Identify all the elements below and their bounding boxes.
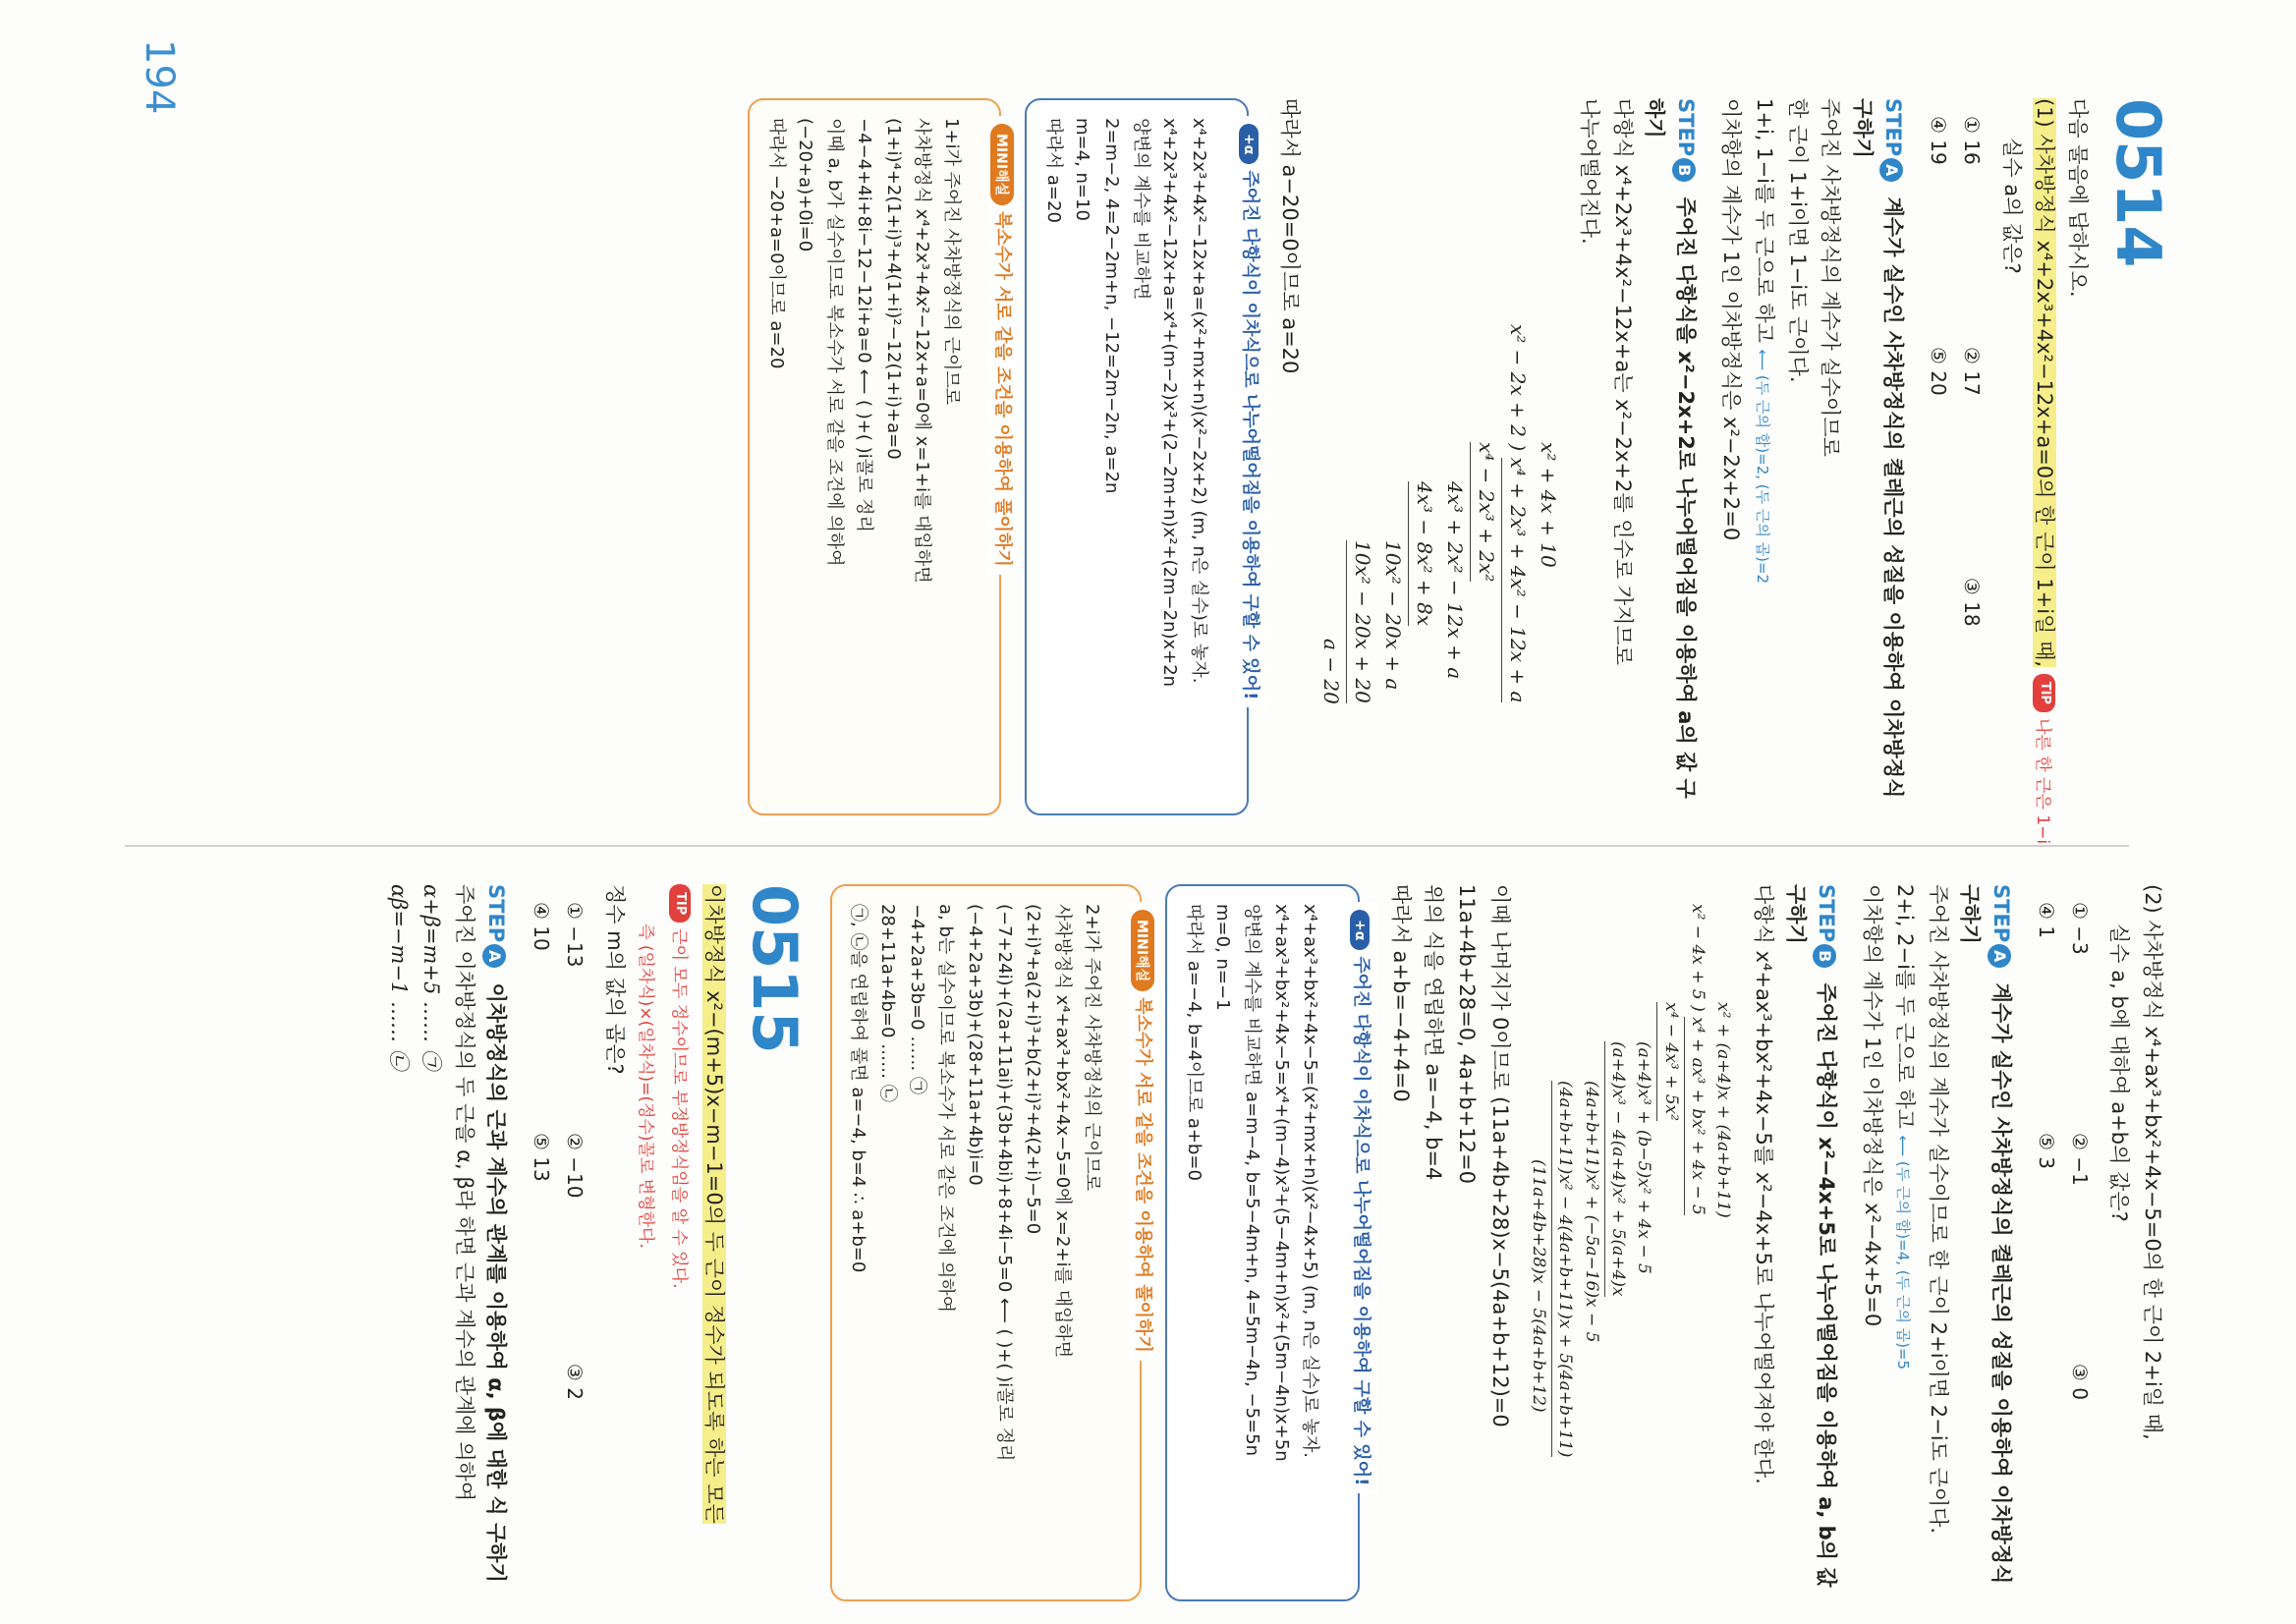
choice: ① 16 xyxy=(1960,116,1985,165)
mini-box-line: 2+i가 주어진 사차방정식의 근이므로 xyxy=(1081,904,1102,1192)
tip-text: 나른 한 근은 1−i xyxy=(2033,717,2053,845)
step-a-line: 이차항의 계수가 1인 이차방정식은 x²−2x+2=0 xyxy=(1719,98,1744,541)
problem-number-0515: 0515 xyxy=(738,884,811,1054)
problem-intro: 다음 물음에 답하시오. xyxy=(2066,98,2090,298)
after-line: 따라서 a+b=−4+4=0 xyxy=(1388,884,1413,1102)
choice: ③ 18 xyxy=(1960,577,1985,627)
division-row: a − 20 xyxy=(1318,639,1343,704)
step-a-title: 이차방정식의 근과 계수의 관계를 이용하여 α, β에 대한 식 구하기 xyxy=(484,982,509,1583)
step-a-heading xyxy=(1954,884,2016,1601)
choice: ① −13 xyxy=(563,902,588,968)
division-quotient: x² + (a+4)x + (4a+b+11) xyxy=(1713,1002,1734,1218)
mini-box-line: 따라서 −20+a=0이므로 a=20 xyxy=(765,118,787,369)
alpha-box-tag: +α주어진 다항식이 이차식으로 나누어떨어짐을 이용하여 구할 수 있어! xyxy=(1348,902,1377,1493)
alpha-box-line: x⁴+2x³+4x²−12x+a=x⁴+(m−2)x³+(2−2m+n)x²+(2m−2n)x+2n xyxy=(1159,118,1181,688)
alpha-box-tag: +α주어진 다항식이 이차식으로 나누어떨어짐을 이용하여 구할 수 있어! xyxy=(1237,116,1266,707)
step-a-badge: STEPA xyxy=(1989,884,2013,968)
tip-badge: TIP xyxy=(2033,674,2055,712)
division-row: (11a+4b+28)x − 5(4a+b+12) xyxy=(1529,1159,1549,1413)
step-a-title: 계수가 실수인 사차방정식의 켤레근의 성질을 이용하여 이차방정식 구하기 xyxy=(1850,98,1906,799)
problem-0515-tip2: 즉 (일차식)×(일차식)=(정수)꼴로 변형한다. xyxy=(636,924,656,1249)
division-row: x⁴ − 4x³ + 5x² xyxy=(1656,904,1683,1601)
step-a-note: ⟵ (두 근의 합)=4, (두 근의 곱)=5 xyxy=(1894,1135,1913,1371)
choice: ⑤ 3 xyxy=(2034,1132,2058,1169)
question-1-text2: 실수 a의 값은? xyxy=(1999,138,2024,274)
division-setup: x² − 4x + 5 ) x⁴ + ax³ + bx² + 4x − 5 xyxy=(1684,904,1710,1601)
after-line: 이때 나머지가 0이므로 (11a+4b+28)x−5(4a+b+12)=0 xyxy=(1487,884,1512,1428)
conclusion: 따라서 a−20=0이므로 a=20 xyxy=(1277,98,1302,374)
problem-0515-choices xyxy=(525,902,591,1601)
mini-box-line: (−20+a)+0i=0 xyxy=(795,118,816,252)
alpha-box-line: m=4, n=10 xyxy=(1072,118,1093,221)
step-a-line: α+β=m+5 …… ㉠ xyxy=(420,884,444,1070)
alpha-box-line: m=0, n=−1 xyxy=(1212,904,1234,1011)
step-a-line: αβ=−m−1 …… ㉡ xyxy=(386,884,411,1070)
after-line: 위의 식을 연립하면 a=−4, b=4 xyxy=(1422,884,1446,1181)
choice: ④ 10 xyxy=(530,902,554,951)
problem-0515-text2: 정수 m의 값의 곱은? xyxy=(602,884,627,1075)
mini-box xyxy=(830,884,1153,1601)
choice: ④ 1 xyxy=(2034,902,2058,939)
step-a-line: 1+i, 1−i를 두 근으로 하고 ⟵ (두 근의 합)=2, (두 근의 곱)=2 xyxy=(1753,98,1777,585)
mini-box-line: −4−4+4i+8i−12−12i+a=0 ⟵ ( )+( )i꼴로 정리 xyxy=(853,118,874,532)
choice: ② −10 xyxy=(563,1132,588,1199)
alpha-box xyxy=(1165,884,1372,1601)
step-a-line: 주어진 사차방정식의 계수가 실수이므로 xyxy=(1819,98,1843,457)
mini-box-line: 1+i가 주어진 사차방정식의 근이므로 xyxy=(940,118,962,406)
after-line: 11a+4b+28=0, 4a+b+12=0 xyxy=(1455,884,1480,1184)
alpha-box-line: 따라서 a=−4, b=4이므로 a+b=0 xyxy=(1183,904,1204,1181)
division-row: 4x³ + 2x² − 12x + a xyxy=(1442,481,1467,680)
alpha-box-line: 양변의 계수를 비교하면 a=m−4, b=5−4m+n, 4=5m−4n, −5=5n xyxy=(1241,904,1262,1457)
alpha-box-line: x⁴+ax³+bx²+4x−5=x⁴+(m−4)x³+(5−4m+n)x²+(5m−4n)x+5n xyxy=(1270,904,1292,1462)
division-row: (a+4)x³ + (b−5)x² + 4x − 5 xyxy=(1634,1041,1654,1274)
long-division xyxy=(1526,904,1737,1601)
alpha-box xyxy=(1025,98,1261,815)
division-row: (a+4)x³ − 4(a+4)x² + 5(a+4)x xyxy=(1604,904,1631,1601)
question-1-text xyxy=(2028,98,2061,845)
division-row: (4a+b+11)x² − 4(4a+b+11)x + 5(4a+b+11) xyxy=(1551,904,1578,1601)
choice: ③ 0 xyxy=(2067,1363,2092,1400)
step-a-title: 계수가 실수인 사차방정식의 켤레근의 성질을 이용하여 이차방정식 구하기 xyxy=(1958,884,2013,1585)
choice: ③ 2 xyxy=(563,1363,588,1400)
alpha-box-line: x⁴+ax³+bx²+4x−5=(x²+mx+n)(x²−4x+5) (m, n은 실수)로 놓자. xyxy=(1300,904,1321,1458)
step-b-heading xyxy=(1639,98,1701,815)
choice: ② −1 xyxy=(2067,1132,2092,1186)
step-b-line: 다항식 x⁴+ax³+bx²+4x−5를 x²−4x+5로 나누어떨어져야 한다. xyxy=(1752,884,1776,1484)
mini-box-line: (−7+24i)+(2a+11ai)+(3b+4bi)+8+4i−5=0 ⟵ ( )+( )i꼴로 정리 xyxy=(993,904,1015,1462)
page-number: 194 xyxy=(137,39,182,115)
division-row: 10x² − 20x + a xyxy=(1380,540,1405,691)
mini-box-line: 사차방정식 x⁴+2x³+4x²−12x+a=0에 x=1+i를 대입하면 xyxy=(912,118,933,584)
choice: ② 17 xyxy=(1960,346,1985,396)
mini-box-line: (1+i)⁴+2(1+i)³+4(1+i)²−12(1+i)+a=0 xyxy=(882,118,904,460)
question-1-stem: (1) 사차방정식 x⁴+2x³+4x²−12x+a=0의 한 근이 1+i일 때, xyxy=(2033,98,2057,668)
mini-box-line: 사차방정식 x⁴+ax³+bx²+4x−5=0에 x=2+i를 대입하면 xyxy=(1052,904,1074,1359)
column-0514-part1 xyxy=(748,98,2174,845)
problem-0515-tip: TIP근이 모두 정수이므로 부정방정식임을 알 수 있다. xyxy=(664,884,698,1601)
step-a-note: ⟵ (두 근의 합)=2, (두 근의 곱)=2 xyxy=(1754,349,1772,585)
question-2-text: (2) 사차방정식 x⁴+ax³+bx²+4x−5=0의 한 근이 2+i일 때, xyxy=(2141,884,2164,1440)
choice: ① −3 xyxy=(2067,902,2092,955)
mini-box-line: (2+i)⁴+a(2+i)³+b(2+i)²+4(2+i)−5=0 xyxy=(1023,904,1044,1235)
mini-box-tag: MINI해설복소수가 서로 같을 조건을 이용하여 풀이하기 xyxy=(988,116,1019,575)
step-b-title: 주어진 다항식이 x²−4x+5로 나누어떨어짐을 이용하여 a, b의 값 구하기 xyxy=(1783,884,1839,1588)
division-setup: x² − 2x + 2 ) x⁴ + 2x³ + 4x² − 12x + a xyxy=(1501,324,1533,815)
division-row: x⁴ − 2x³ + 2x² xyxy=(1470,324,1501,815)
mini-box-line: ㉠, ㉡을 연립하여 풀면 a=−4, b=4 ∴ a+b=0 xyxy=(848,904,869,1273)
question-2-choices xyxy=(2030,902,2097,1601)
step-a-badge: STEPA xyxy=(1881,98,1905,182)
step-a-heading xyxy=(480,884,512,1601)
mini-box-tag: MINI해설복소수가 서로 같을 조건을 이용하여 풀이하기 xyxy=(1129,902,1159,1361)
mini-box-line: a, b는 실수이므로 복소수가 서로 같은 조건에 의하여 xyxy=(935,904,957,1313)
step-a-line: 주어진 사차방정식의 계수가 실수이므로 한 근이 2+i이면 2−i도 근이다. xyxy=(1926,884,1950,1535)
division-quotient: x² + 4x + 10 xyxy=(1536,442,1560,568)
problem-0515-text: 이차방정식 x²−(m+5)x−m−1=0의 두 근이 정수가 되도록 하는 모든 xyxy=(701,884,726,1524)
division-row: 4x³ − 8x² + 8x xyxy=(1408,324,1439,815)
step-a-line: 주어진 이차방정식의 두 근을 α, β라 하면 근과 계수의 관계에 의하여 xyxy=(452,884,476,1502)
mini-box-line: 28+11a+4b=0 …… ㉡ xyxy=(877,904,899,1102)
problem-number-0514: 0514 xyxy=(2102,98,2174,268)
step-b-badge: STEPB xyxy=(1815,884,1838,968)
mini-box xyxy=(748,98,1013,815)
choice: ⑤ 13 xyxy=(530,1132,554,1182)
question-1-choices xyxy=(1922,116,1988,815)
choice: ④ 19 xyxy=(1927,116,1951,165)
step-b-badge: STEPB xyxy=(1674,98,1698,182)
alpha-box-line: 양변의 계수를 비교하면 xyxy=(1130,118,1151,301)
step-a-line: 2+i, 2−i를 두 근으로 하고 ⟵ (두 근의 합)=4, (두 근의 곱)=5 xyxy=(1893,884,1918,1371)
division-row: (4a+b+11)x² + (−5a−16)x − 5 xyxy=(1581,1081,1601,1343)
step-b-line: 나누어떨어진다. xyxy=(1578,98,1602,245)
mini-box-line: −4+2a+3b=0 …… ㉠ xyxy=(906,904,927,1095)
step-a-heading xyxy=(1846,98,1908,815)
step-b-line: 다항식 x⁴+2x³+4x²−12x+a는 x²−2x+2를 인수로 가지므로 xyxy=(1610,98,1635,665)
column-0514-part2-0515 xyxy=(381,884,2168,1601)
mini-box-line: (−4+2a+3b)+(28+11a+4b)i=0 xyxy=(965,904,986,1186)
mini-box-line: 이때 a, b가 실수이므로 복소수가 서로 같을 조건에 의하여 xyxy=(824,118,846,567)
division-row: 10x² − 20x + 20 xyxy=(1346,324,1377,815)
step-a-badge: STEPA xyxy=(484,884,508,968)
step-b-title: 주어진 다항식을 x²−2x+2로 나누어떨어짐을 이용하여 a의 값 구하기 xyxy=(1643,98,1698,799)
alpha-box-line: 2=m−2, 4=2−2m+n, −12=2m−2n, a=2n xyxy=(1101,118,1122,494)
alpha-box-line: x⁴+2x³+4x²−12x+a=(x²+mx+n)(x²−2x+2) (m, n은 실수)로 놓자. xyxy=(1189,118,1210,684)
step-a-line: 이차항의 계수가 1인 이차방정식은 x²−4x+5=0 xyxy=(1860,884,1884,1327)
step-a-line: 한 근이 1+i이면 1−i도 근이다. xyxy=(1785,98,1810,383)
alpha-box-line: 따라서 a=20 xyxy=(1042,118,1064,223)
column-divider xyxy=(125,845,2129,847)
long-division xyxy=(1316,324,1563,815)
question-2-text2: 실수 a, b에 대하여 a+b의 값은? xyxy=(2107,924,2132,1222)
choice: ⑤ 20 xyxy=(1927,346,1951,396)
step-b-heading xyxy=(1779,884,1841,1601)
